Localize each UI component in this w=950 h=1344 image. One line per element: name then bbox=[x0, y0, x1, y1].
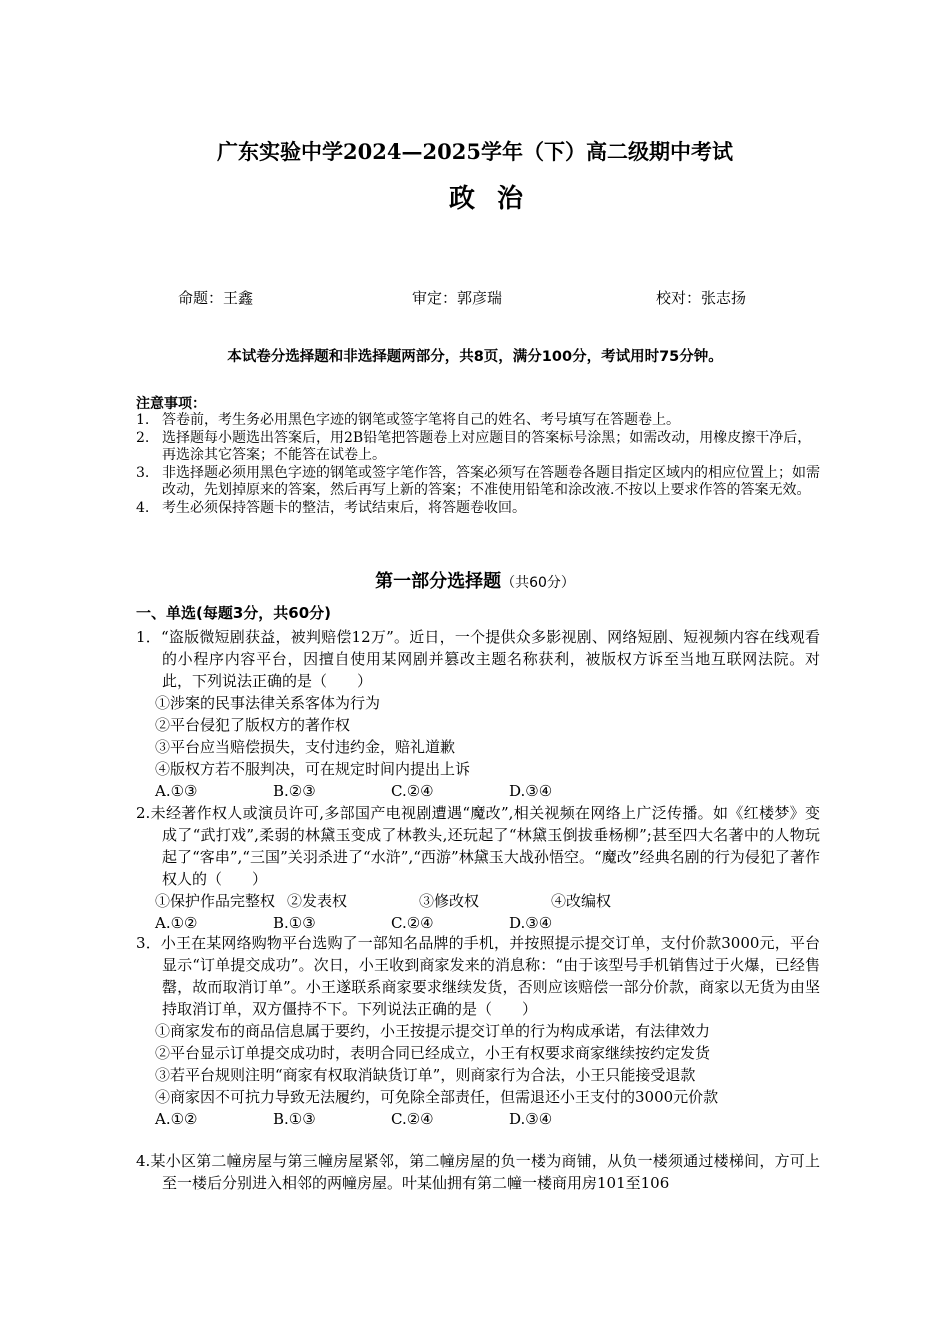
notes-item-number: 1. bbox=[136, 412, 150, 428]
author-label: 命题：王鑫 bbox=[178, 289, 254, 307]
question-statement: ③修改权 bbox=[419, 892, 480, 910]
option-d: D.③④ bbox=[509, 1110, 553, 1128]
option-a: A.①② bbox=[155, 914, 198, 932]
question-statement: ②平台侵犯了版权方的著作权 bbox=[155, 716, 351, 734]
notes-item bbox=[136, 430, 822, 465]
reviewer-label: 审定：郭彦瑞 bbox=[412, 289, 503, 307]
proofreader-label: 校对：张志扬 bbox=[656, 289, 747, 307]
option-d: D.③④ bbox=[509, 782, 553, 800]
question-statement-row bbox=[136, 890, 820, 912]
notes-item-number: 3. bbox=[136, 464, 150, 481]
option-c: C.②④ bbox=[391, 1110, 434, 1128]
notes-item bbox=[136, 412, 822, 430]
question-statement: ③若平台规则注明“商家有权取消缺货订单”，则商家行为合法，小王只能接受退款 bbox=[155, 1066, 696, 1084]
question-statement: ③平台应当赔偿损失，支付违约金，赔礼道歉 bbox=[155, 738, 456, 756]
section-heading: 一、单选(每题3分，共60分) bbox=[136, 604, 332, 622]
option-c: C.②④ bbox=[391, 914, 434, 932]
question-statement: ①保护作品完整权 bbox=[155, 892, 276, 910]
notes-item-number: 2. bbox=[136, 429, 150, 446]
notes-item-text: 考生必须保持答题卡的整洁，考试结束后，将答题卷收回。 bbox=[162, 499, 526, 516]
question-stem: 4.某小区第二幢房屋与第三幢房屋紧邻，第二幢房屋的负一楼为商铺，从负一楼须通过楼梯间，方可上至一楼后分别进入相邻的两幢房屋。叶某仙拥有第二幢一楼商用房101至106 bbox=[136, 1152, 820, 1192]
exam-intro: 本试卷分选择题和非选择题两部分，共8页，满分100分，考试用时75分钟。 bbox=[227, 349, 723, 365]
question-1 bbox=[136, 626, 820, 802]
notes-list bbox=[136, 412, 822, 517]
option-b: B.①③ bbox=[273, 914, 316, 932]
question-stem: 1．“盗版微短剧获益，被判赔偿12万”。近日，一个提供众多影视剧、网络短剧、短视频内容在线观看的小程序内容平台，因擅自使用某网剧并篡改主题名称获利，被版权方诉至当地互联网法院。对此，下列说法正确的是（ ） bbox=[136, 628, 820, 690]
notes-item-number: 4. bbox=[136, 499, 150, 516]
question-stem: 2.未经著作权人或演员许可,多部国产电视剧遭遇“魔改”,相关视频在网络上广泛传播。如《红楼梦》变成了“武打戏”,柔弱的林黛玉变成了林教头,还玩起了“林黛玉倒拔垂杨柳”;甚至四大名著中的人物玩起了“客串”,“三国”关羽杀进了“水浒”,“西游”林黛玉大战孙悟空。“魔改”经典名剧的行为侵犯了著作权人的（ ） bbox=[136, 804, 820, 888]
question-4 bbox=[136, 1150, 820, 1194]
exam-title: 广东实验中学2024—2025学年（下）高二级期中考试 bbox=[217, 139, 733, 164]
notes-item bbox=[136, 465, 822, 500]
question-statement: ②发表权 bbox=[287, 892, 348, 910]
question-statement: ①涉案的民事法律关系客体为行为 bbox=[155, 694, 381, 712]
question-options bbox=[136, 1108, 820, 1130]
option-d: D.③④ bbox=[509, 914, 553, 932]
option-b: B.②③ bbox=[273, 782, 316, 800]
notes-item-text: 选择题每小题选出答案后，用2B铅笔把答题卷上对应题目的答案标号涂黑；如需改动，用橡皮擦干净后，再选涂其它答案；不能答在试卷上。 bbox=[162, 429, 812, 463]
option-a: A.①③ bbox=[155, 782, 198, 800]
part-one-label: 第一部分选择题 bbox=[375, 571, 502, 592]
question-statement: ④改编权 bbox=[551, 892, 612, 910]
question-options bbox=[136, 780, 820, 802]
option-b: B.①③ bbox=[273, 1110, 316, 1128]
part-one-title bbox=[0, 567, 950, 593]
subject-title: 政治 bbox=[448, 184, 545, 214]
notes-item-text: 非选择题必须用黑色字迹的钢笔或签字笔作答，答案必须写在答题卷各题目指定区域内的相应位置上；如需改动，先划掉原来的答案，然后再写上新的答案；不准使用铅笔和涂改液.不按以上要求作答的答案无效。 bbox=[162, 464, 820, 498]
option-a: A.①② bbox=[155, 1110, 198, 1128]
question-statement: ①商家发布的商品信息属于要约，小王按提示提交订单的行为构成承诺，有法律效力 bbox=[155, 1022, 711, 1040]
notes-item-text: 答卷前，考生务必用黑色字迹的钢笔或签字笔将自己的姓名、考号填写在答题卷上。 bbox=[162, 412, 680, 428]
question-2 bbox=[136, 802, 820, 934]
question-statement: ④商家因不可抗力导致无法履约，可免除全部责任，但需退还小王支付的3000元价款 bbox=[155, 1088, 719, 1106]
notes-heading: 注意事项： bbox=[136, 396, 206, 412]
question-statement: ④版权方若不服判决，可在规定时间内提出上诉 bbox=[155, 760, 471, 778]
notes-item bbox=[136, 500, 822, 518]
part-one-score: （共60分） bbox=[501, 575, 575, 591]
question-stem: 3．小王在某网络购物平台选购了一部知名品牌的手机，并按照提示提交订单，支付价款3000元，平台显示“订单提交成功”。次日，小王收到商家发来的消息称：“由于该型号手机销售过于火爆，已经售罄，故而取消订单”。小王遂联系商家要求继续发货，否则应该赔偿一部分价款，商家以无货为由坚持取消订单，双方僵持不下。下列说法正确的是（ ） bbox=[136, 934, 820, 1018]
question-3 bbox=[136, 932, 820, 1130]
question-statement: ②平台显示订单提交成功时，表明合同已经成立，小王有权要求商家继续按约定发货 bbox=[155, 1044, 711, 1062]
option-c: C.②④ bbox=[391, 782, 434, 800]
question-options bbox=[136, 912, 820, 934]
